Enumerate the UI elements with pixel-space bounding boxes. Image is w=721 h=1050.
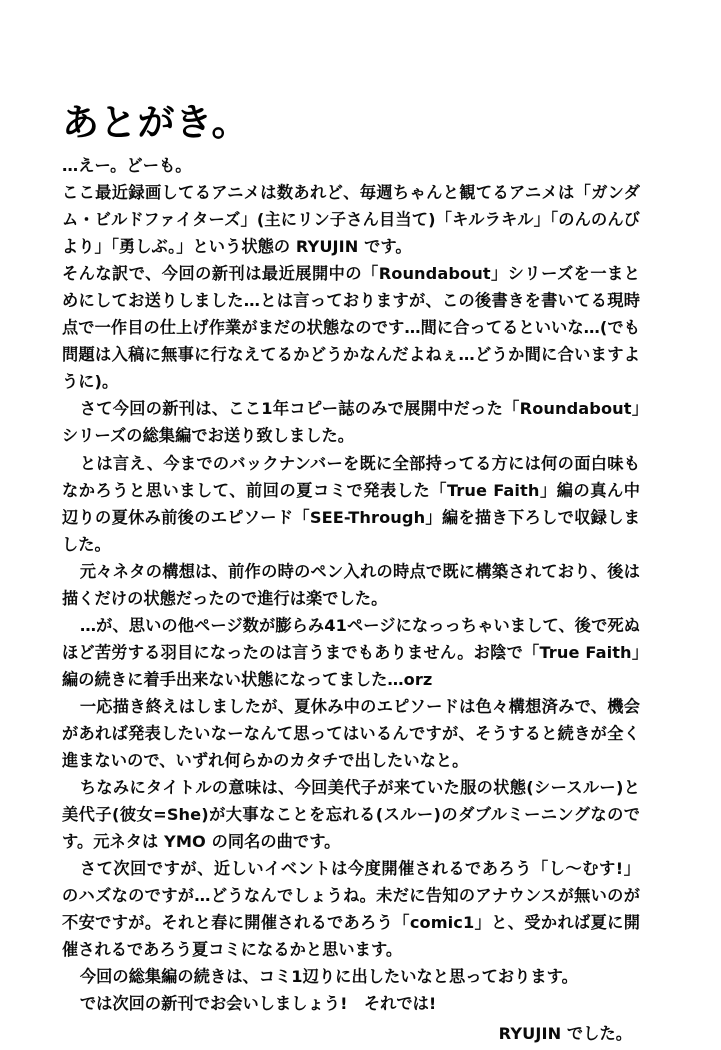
paragraph: …が、思いの他ページ数が膨らみ41ページになっっちゃいまして、後で死ぬほど苦労する羽目になったのは言うまでもありません。お陰で「True Faith」編の続きに着手出来ない状態になってました…orz: [62, 615, 640, 689]
afterword-body: [62, 152, 640, 1047]
paragraph: そんな訳で、今回の新刊は最近展開中の「Roundabout」シリーズを一まとめにしてお送りしました…とは言っておりますが、この後書きを書いてる現時点で一作目の仕上げ作業がまだの状態なのです…間に合ってるといいな…(でも問題は入稿に無事に行なえてるかどうかなんだよねぇ…どうか間に合いますように)。: [62, 264, 640, 392]
paragraph: では次回の新刊でお会いしましょう! それでは!: [79, 994, 437, 1014]
paragraph: とは言え、今までのバックナンバーを既に全部持ってる方には何の面白味もなかろうと思いまして、前回の夏コミで発表した「True Faith」編の真ん中辺りの夏休み前後のエピソード「SEE-Through」編を描き下ろしで収録しました。: [62, 453, 640, 554]
paragraph: ちなみにタイトルの意味は、今回美代子が来ていた服の状態(シースルー)と美代子(彼女=She)が大事なことを忘れる(スルー)のダブルミーニングなのです。元ネタは YMO の同名の曲です。: [62, 778, 640, 852]
paragraph: ここ最近録画してるアニメは数あれど、毎週ちゃんと観てるアニメは「ガンダム・ビルドファイターズ」(主にリン子さん目当て)「キルラキル」「のんのんびより」「勇しぶ。」という状態の RYUJIN です。: [62, 183, 640, 257]
paragraph: 元々ネタの構想は、前作の時のペン入れの時点で既に構築されており、後は描くだけの状態だったので進行は楽でした。: [62, 561, 640, 608]
paragraph: 一応描き終えはしましたが、夏休み中のエピソードは色々構想済みで、機会があれば発表したいなーなんて思ってはいるんですが、そうすると続きが全く進まないので、いずれ何らかのカタチで出したいなと。: [62, 696, 640, 771]
paragraph: 今回の総集編の続きは、コミ1辺りに出したいなと思っております。: [79, 967, 578, 987]
paragraph: さて次回ですが、近しいイベントは今度開催されるであろう「し〜むす!」のハズなのですが…どうなんでしょうね。未だに告知のアナウンスが無いのが不安ですが。それと春に開催されるであろう「comic1」と、受かれば夏に開催されるであろう夏コミになるかと思います。: [62, 859, 640, 960]
paragraph: …えー。どーも。: [62, 156, 192, 175]
paragraph: さて今回の新刊は、ここ1年コピー誌のみで展開中だった「Roundabout」シリーズの総集編でお送り致しました。: [62, 399, 640, 446]
page-title: あとがき。: [62, 100, 250, 144]
signature: RYUJIN でした。: [498, 1023, 632, 1043]
